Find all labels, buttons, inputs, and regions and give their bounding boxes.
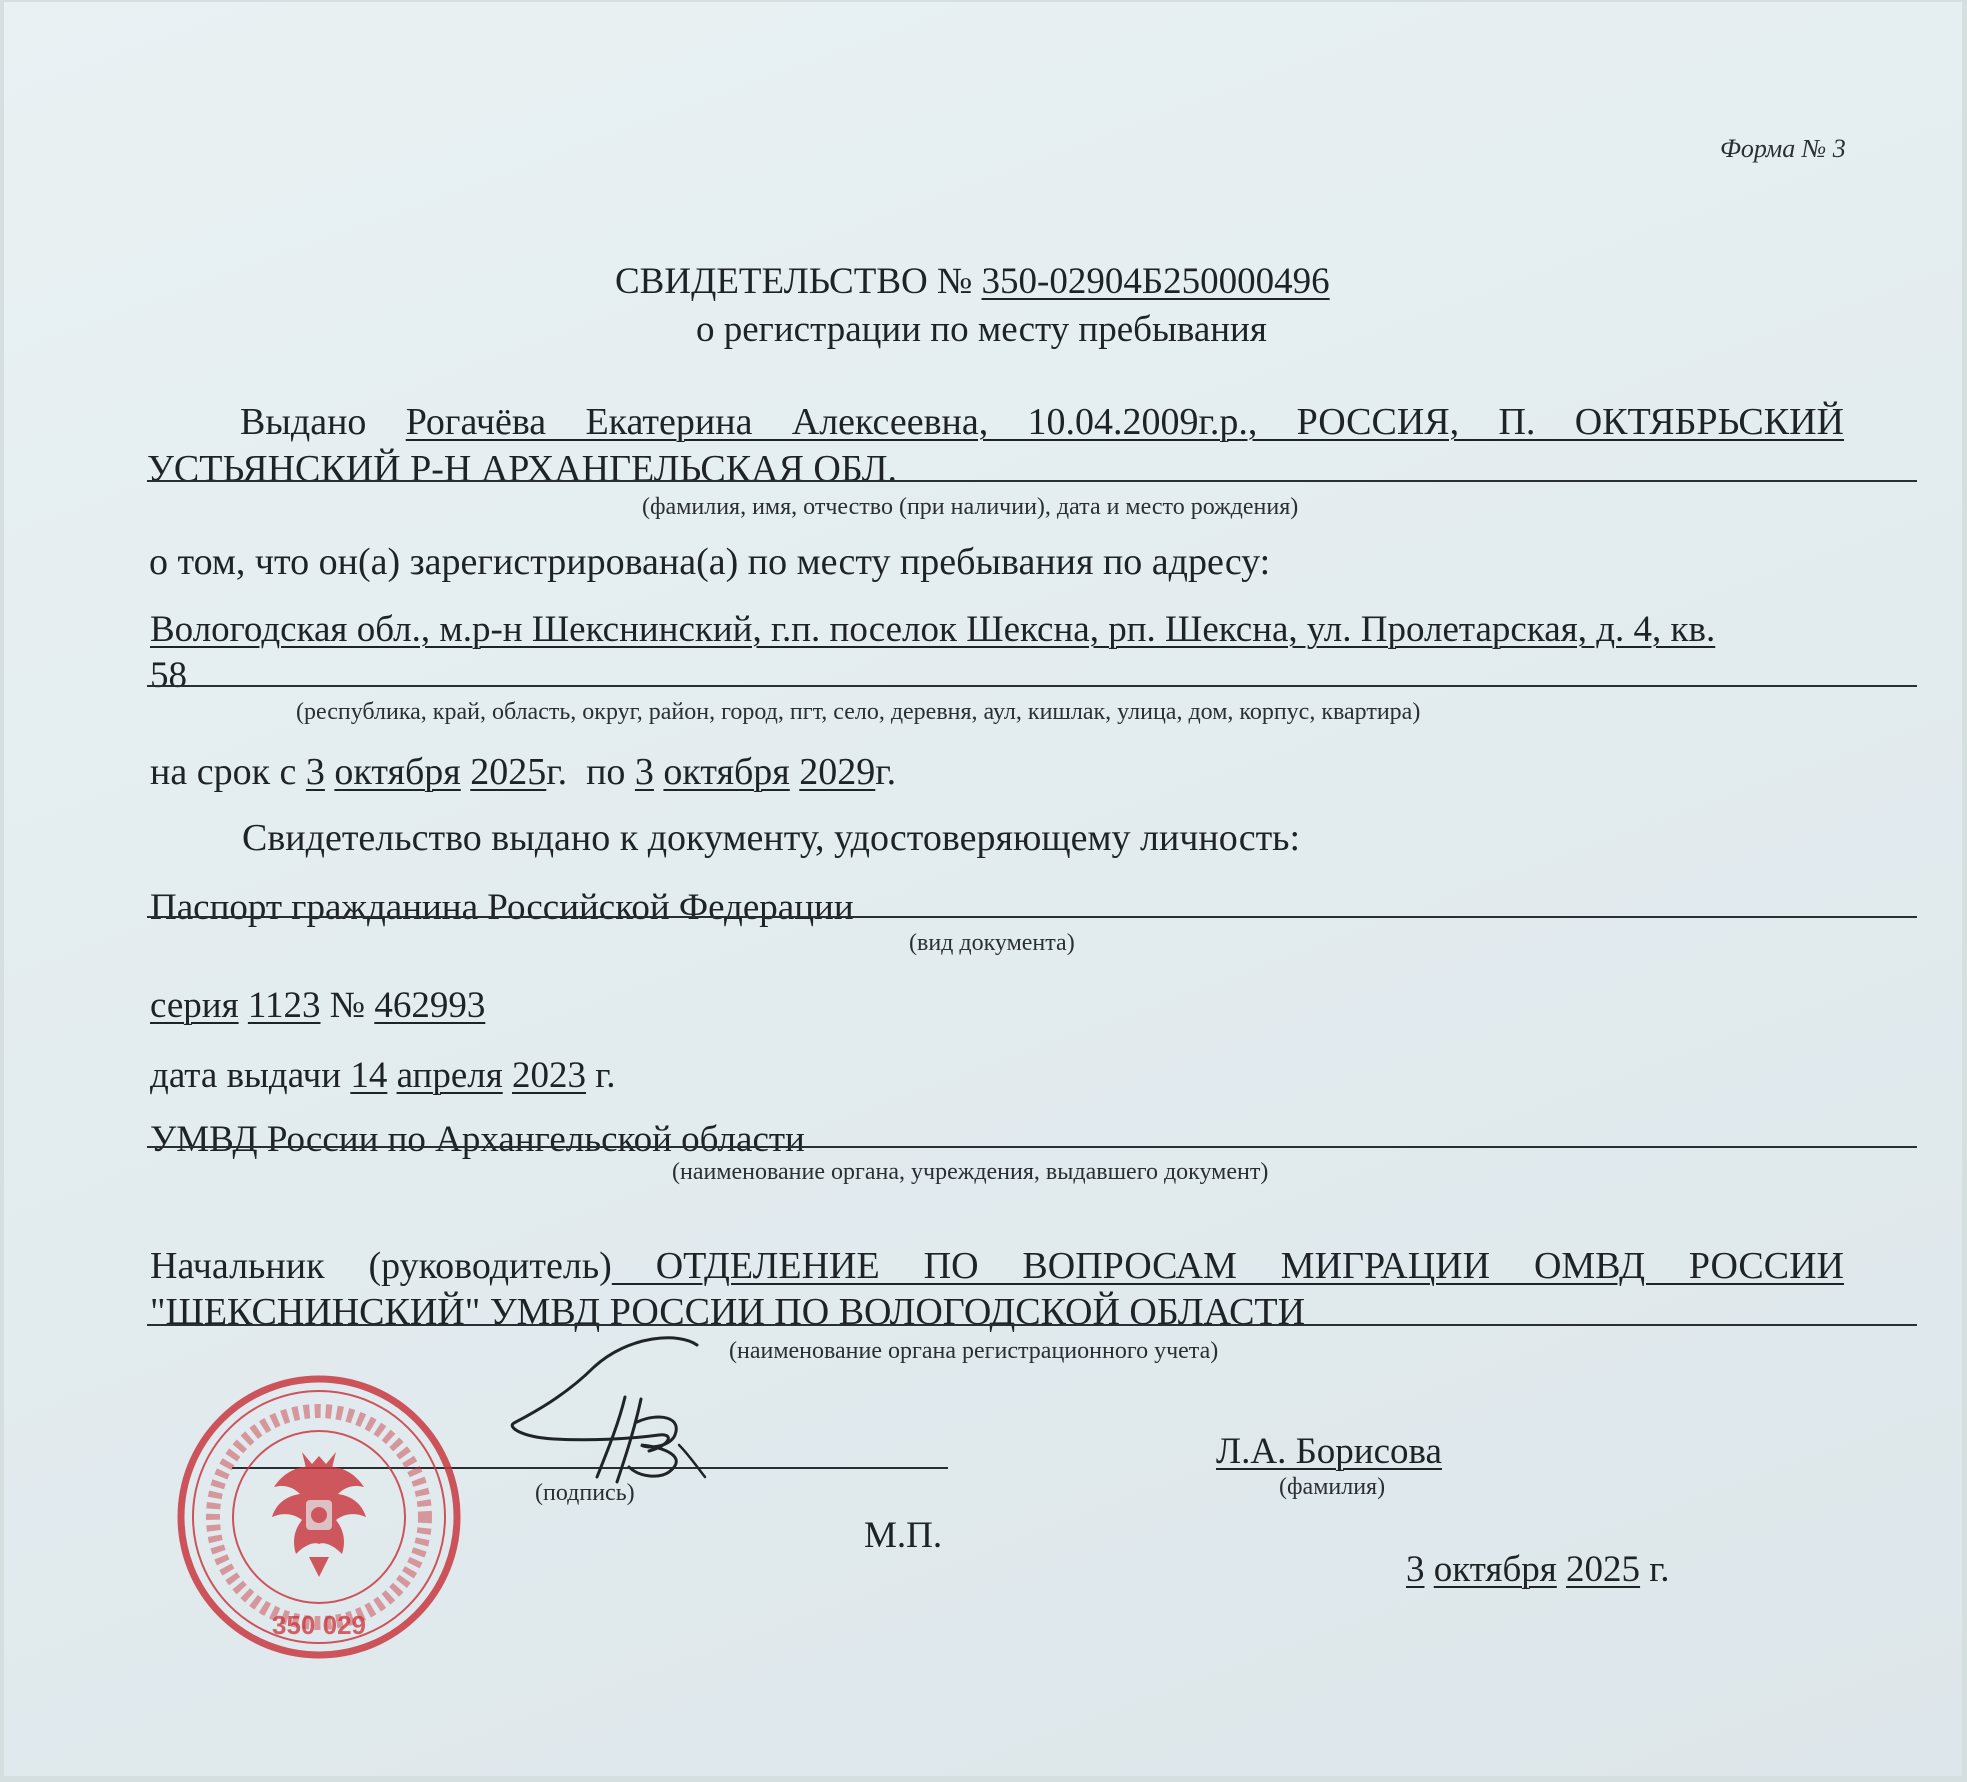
term-to-suffix: г. (875, 751, 897, 793)
certificate-number: 350-02904Б250000496 (981, 261, 1330, 302)
certificate-title (615, 260, 1330, 303)
underline (147, 916, 1917, 918)
issued-caption: (фамилия, имя, отчество (при наличии), дата и место рождения) (642, 494, 1299, 520)
term-from-year: 2025 (470, 751, 547, 793)
signing-date (1406, 1548, 1670, 1591)
term-year-suffix: г. (546, 751, 568, 793)
document-issuer: УМВД России по Архангельской области (150, 1119, 805, 1160)
address-text-1: Вологодская обл., м.р-н Шекснинский, г.п. поселок Шексна, рп. Шексна, ул. Пролетарская, д. 4, кв. (150, 609, 1716, 650)
chief-org-caption: (наименование органа регистрационного учета) (729, 1338, 1219, 1364)
chief-org-line-1: ОТДЕЛЕНИЕ ПО ВОПРОСАМ МИГРАЦИИ ОМВД РОССИИ (611, 1245, 1844, 1287)
date-month: октября (1433, 1549, 1557, 1590)
issue-label: дата выдачи (150, 1055, 342, 1096)
issue-suffix: г. (595, 1055, 616, 1096)
issued-label: Выдано (240, 401, 367, 443)
registration-term (150, 750, 896, 794)
issue-year: 2023 (511, 1055, 586, 1096)
official-name (1216, 1430, 1442, 1473)
term-from-day: 3 (305, 751, 325, 793)
chief-label: Начальник (руководитель) (150, 1245, 612, 1287)
seal-place: М.П. (864, 1515, 943, 1556)
registered-text: о том, что он(а) зарегистрирована(а) по месту пребывания по адресу: (149, 541, 1271, 583)
official-surname: Л.А. Борисова (1216, 1431, 1442, 1472)
issuer-caption: (наименование органа, учреждения, выдавшего документ) (672, 1159, 1269, 1185)
chief-org-line-2: "ШЕКСНИНСКИЙ" УМВД РОССИИ ПО ВОЛОГОДСКОЙ ОБЛАСТИ (150, 1291, 1306, 1333)
address-line-2: 58 (150, 655, 187, 696)
document-series: 1123 (247, 985, 321, 1026)
issued-person-line-2: УСТЬЯНСКИЙ Р-Н АРХАНГЕЛЬСКАЯ ОБЛ. (147, 448, 897, 490)
document-number: 462993 (374, 985, 486, 1026)
document-type-caption: (вид документа) (909, 930, 1075, 956)
underline (147, 480, 1917, 482)
date-suffix: г. (1640, 1549, 1670, 1590)
term-to-month: октября (663, 751, 790, 793)
issued-line-1 (240, 400, 1844, 444)
title-prefix: СВИДЕТЕЛЬСТВО № (615, 261, 982, 302)
document-intro: Свидетельство выдано к документу, удостоверяющему личность: (242, 817, 1301, 859)
term-to-label: по (567, 751, 635, 793)
document-issue-date (150, 1054, 616, 1097)
term-prefix: на срок с (150, 751, 306, 793)
underline (147, 685, 1917, 687)
underline (147, 1146, 1917, 1148)
issue-day: 14 (350, 1055, 388, 1096)
document-type: Паспорт гражданина Российской Федерации (150, 887, 854, 928)
official-seal-stamp (174, 1372, 464, 1662)
address-line-1 (150, 608, 1715, 651)
series-label: серия (150, 985, 239, 1026)
stamp-number: 350 029 (272, 1610, 366, 1640)
handwritten-signature (509, 1327, 719, 1487)
issue-month: апреля (396, 1055, 503, 1096)
signature-caption: (подпись) (535, 1480, 635, 1506)
official-name-caption: (фамилия) (1279, 1474, 1386, 1500)
form-number: Форма № 3 (1720, 134, 1846, 163)
number-label: № (329, 985, 366, 1026)
certificate-subtitle: о регистрации по месту пребывания (696, 309, 1267, 350)
date-day: 3 (1406, 1549, 1425, 1590)
issued-person-line-1: Рогачёва Екатерина Алексеевна, 10.04.2009г.р., РОССИЯ, П. ОКТЯБРЬСКИЙ (405, 401, 1845, 443)
underline (147, 1324, 1917, 1326)
term-to-year: 2029 (799, 751, 876, 793)
term-to-day: 3 (634, 751, 654, 793)
chief-line-1 (150, 1244, 1844, 1288)
term-from-month: октября (334, 751, 461, 793)
address-caption: (республика, край, область, округ, район, город, пгт, село, деревня, аул, кишлак, улица, дом, корпус, квартира) (296, 699, 1421, 725)
date-year: 2025 (1566, 1549, 1641, 1590)
certificate-document (4, 2, 1962, 1776)
document-series-number (150, 984, 485, 1027)
